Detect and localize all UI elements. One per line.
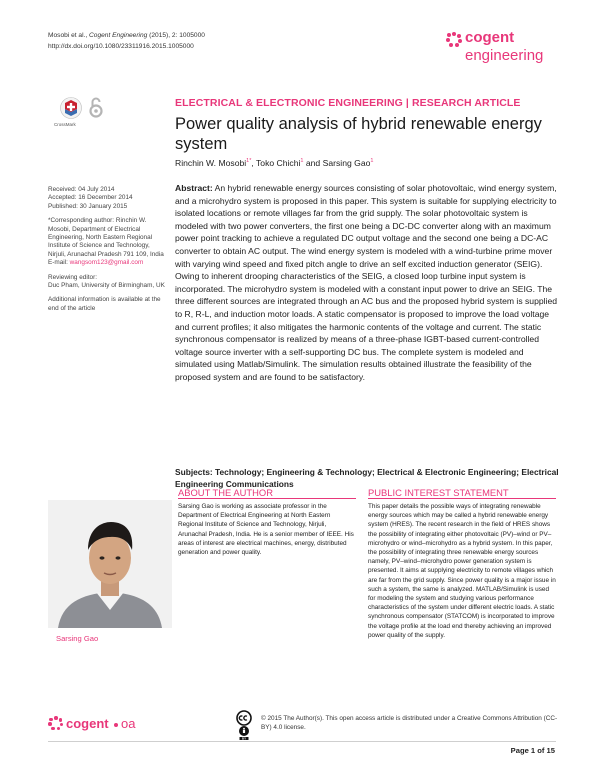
public-interest-rule (368, 498, 556, 499)
author-portrait-image (48, 500, 172, 628)
article-title: Power quality analysis of hybrid renewable energy system (175, 115, 542, 153)
author-photo (48, 500, 172, 628)
about-author-text: Sarsing Gao is working as associate professor in the Department of Electrical Engineering at North Eastern Regional Institute of Science and Technology, Nirjuli, Arunachal Pradesh, India. He is a senior member of IEEE. His areas of interest are electrical machines, energy, distributed generation and power quality. (178, 503, 354, 557)
public-interest-text: This paper details the possible ways of integrating renewable energy sources which may be called a hybrid renewable energy system (HRES). The recent research in the field of HRES shows the possibility of integrating either photovoltaic (PV)–wind or PV–microhydro or wind–microhydro as a hybrid system. In this paper, the possibility of integrating three renewable energy sources namely, PV–wind–microhydro power generation system is presented. It aims at supplying electricity to remote villages which are far from the grid supply. Since power quality is a major issue in such a system, the same is analyzed. MATLAB/Simulink is used for modeling the system and studying various performance characteristics of the system under different electric loads. A static synchronous compensator (STATCOM) is incorporated to improve the voltage profile at the load end thereby achieving an improved power quality of the supply. (368, 503, 556, 639)
dates (48, 186, 166, 211)
author-list: Rinchin W. Mosobi$^{1*}$, Toko Chichi$^1$ and Sarsing Gao$^1$ (175, 158, 374, 168)
author-name[interactable]: Sarsing Gao (322, 158, 371, 168)
svg-text:BY: BY (241, 736, 247, 740)
logo-dots-icon (446, 32, 462, 48)
abstract-label: Abstract: (175, 183, 213, 193)
footer-brand-oa: oa (121, 716, 136, 731)
corresponding-author: *Corresponding author: Rinchin W. Mosobi, Department of Electrical Engineering, North Eastern Regional Institute of Science and Technology, Nirjuli, Arunachal Pradesh 791 109, India E-mail: wangsom123@gmail.com (48, 217, 164, 267)
about-author-heading: ABOUT THE AUTHOR (178, 487, 273, 498)
additional-info-note: Additional information is available at the end of the article (48, 296, 161, 312)
author-name[interactable]: Toko Chichi (256, 158, 301, 168)
brand-name: cogent (465, 29, 515, 46)
accepted-date: Accepted: 16 December 2014 (48, 194, 133, 202)
page-number: Page 1 of 15 (510, 746, 555, 755)
article-category: ELECTRICAL & ELECTRONIC ENGINEERING | RESEARCH ARTICLE (175, 97, 521, 109)
about-author-rule (178, 498, 356, 499)
author-name[interactable]: Rinchin W. Mosobi (175, 158, 247, 168)
article-info-sidebar (48, 186, 166, 319)
reviewing-editor: Reviewing editor: Duc Pham, University of Birmingham, UK (48, 273, 165, 290)
crossmark-icon[interactable] (60, 97, 82, 119)
footer-rule (48, 741, 556, 742)
photo-caption: Sarsing Gao (56, 634, 99, 643)
received-date: Received: 04 July 2014 (48, 186, 115, 193)
author-email-link[interactable]: wangsom123@gmail.com (69, 259, 144, 267)
brand-subtitle: engineering (465, 47, 544, 64)
crossmark-label: CrossMark (54, 122, 76, 127)
subjects: Subjects: Technology; Engineering & Technology; Electrical & Electronic Engineering; Electrical Engineering Communications (175, 467, 559, 489)
open-access-icon (89, 96, 103, 118)
license-statement: © 2015 The Author(s). This open access article is distributed under a Creative Commons Attribution (CC-BY) 4.0 license. (261, 715, 558, 731)
citation (48, 30, 205, 52)
separator-dot (114, 723, 118, 727)
abstract (175, 182, 560, 384)
published-date: Published: 30 January 2015 (48, 202, 128, 210)
public-interest-heading: PUBLIC INTEREST STATEMENT (368, 487, 509, 498)
cogent-oa-logo (48, 714, 178, 734)
cogent-engineering-logo (446, 28, 556, 68)
cc-by-license-icon[interactable] (232, 710, 256, 740)
footer-brand-name: cogent (66, 716, 109, 731)
doi-link[interactable]: http://dx.doi.org/10.1080/23311916.2015.1005000 (48, 43, 194, 50)
citation-line-1: Mosobi et al., Cogent Engineering (2015), 2: 1005000 (48, 32, 205, 39)
abstract-text: An hybrid renewable energy sources consisting of solar photovoltaic, wind energy system, and a microhydro system is proposed in this paper. This system is suitable for supplying electricity to isolated locations or remote villages far from the grid supply. The solar photovoltaic system is modeled with two power converters, the first one being a DC-DC converter along with an maximum power point tracking to achieve a regulated DC output voltage and the second one being a DC-AC converter to obtain AC output. The wind energy system is modeled with a wind-turbine prime mover with varying wind speed and fixed pitch angle to drive an self excited induction generator (SEIG). Owing to inherent drooping characteristics of the SEIG, a closed loop turbine input system is incorporated. The microhydro system is modeled with a constant input power to drive an SEIG. The three different sources are integrated through an AC bus and the proposed hybrid system is supplied to R, R-L, and induction motor loads. A static compensator is proposed to improve the load voltage and current profiles; it also mitigates the harmonic contents of the voltage and current. The static synchronous compensator is realized by means of a three-phase IGBT-based current-controlled voltage source inverter with a self-supporting DC bus. The complete system is modeled and simulated using Matlab/Simulink. The simulation results obtained illustrate the feasibility of the proposed system and are found to be satisfactory. (175, 183, 558, 382)
